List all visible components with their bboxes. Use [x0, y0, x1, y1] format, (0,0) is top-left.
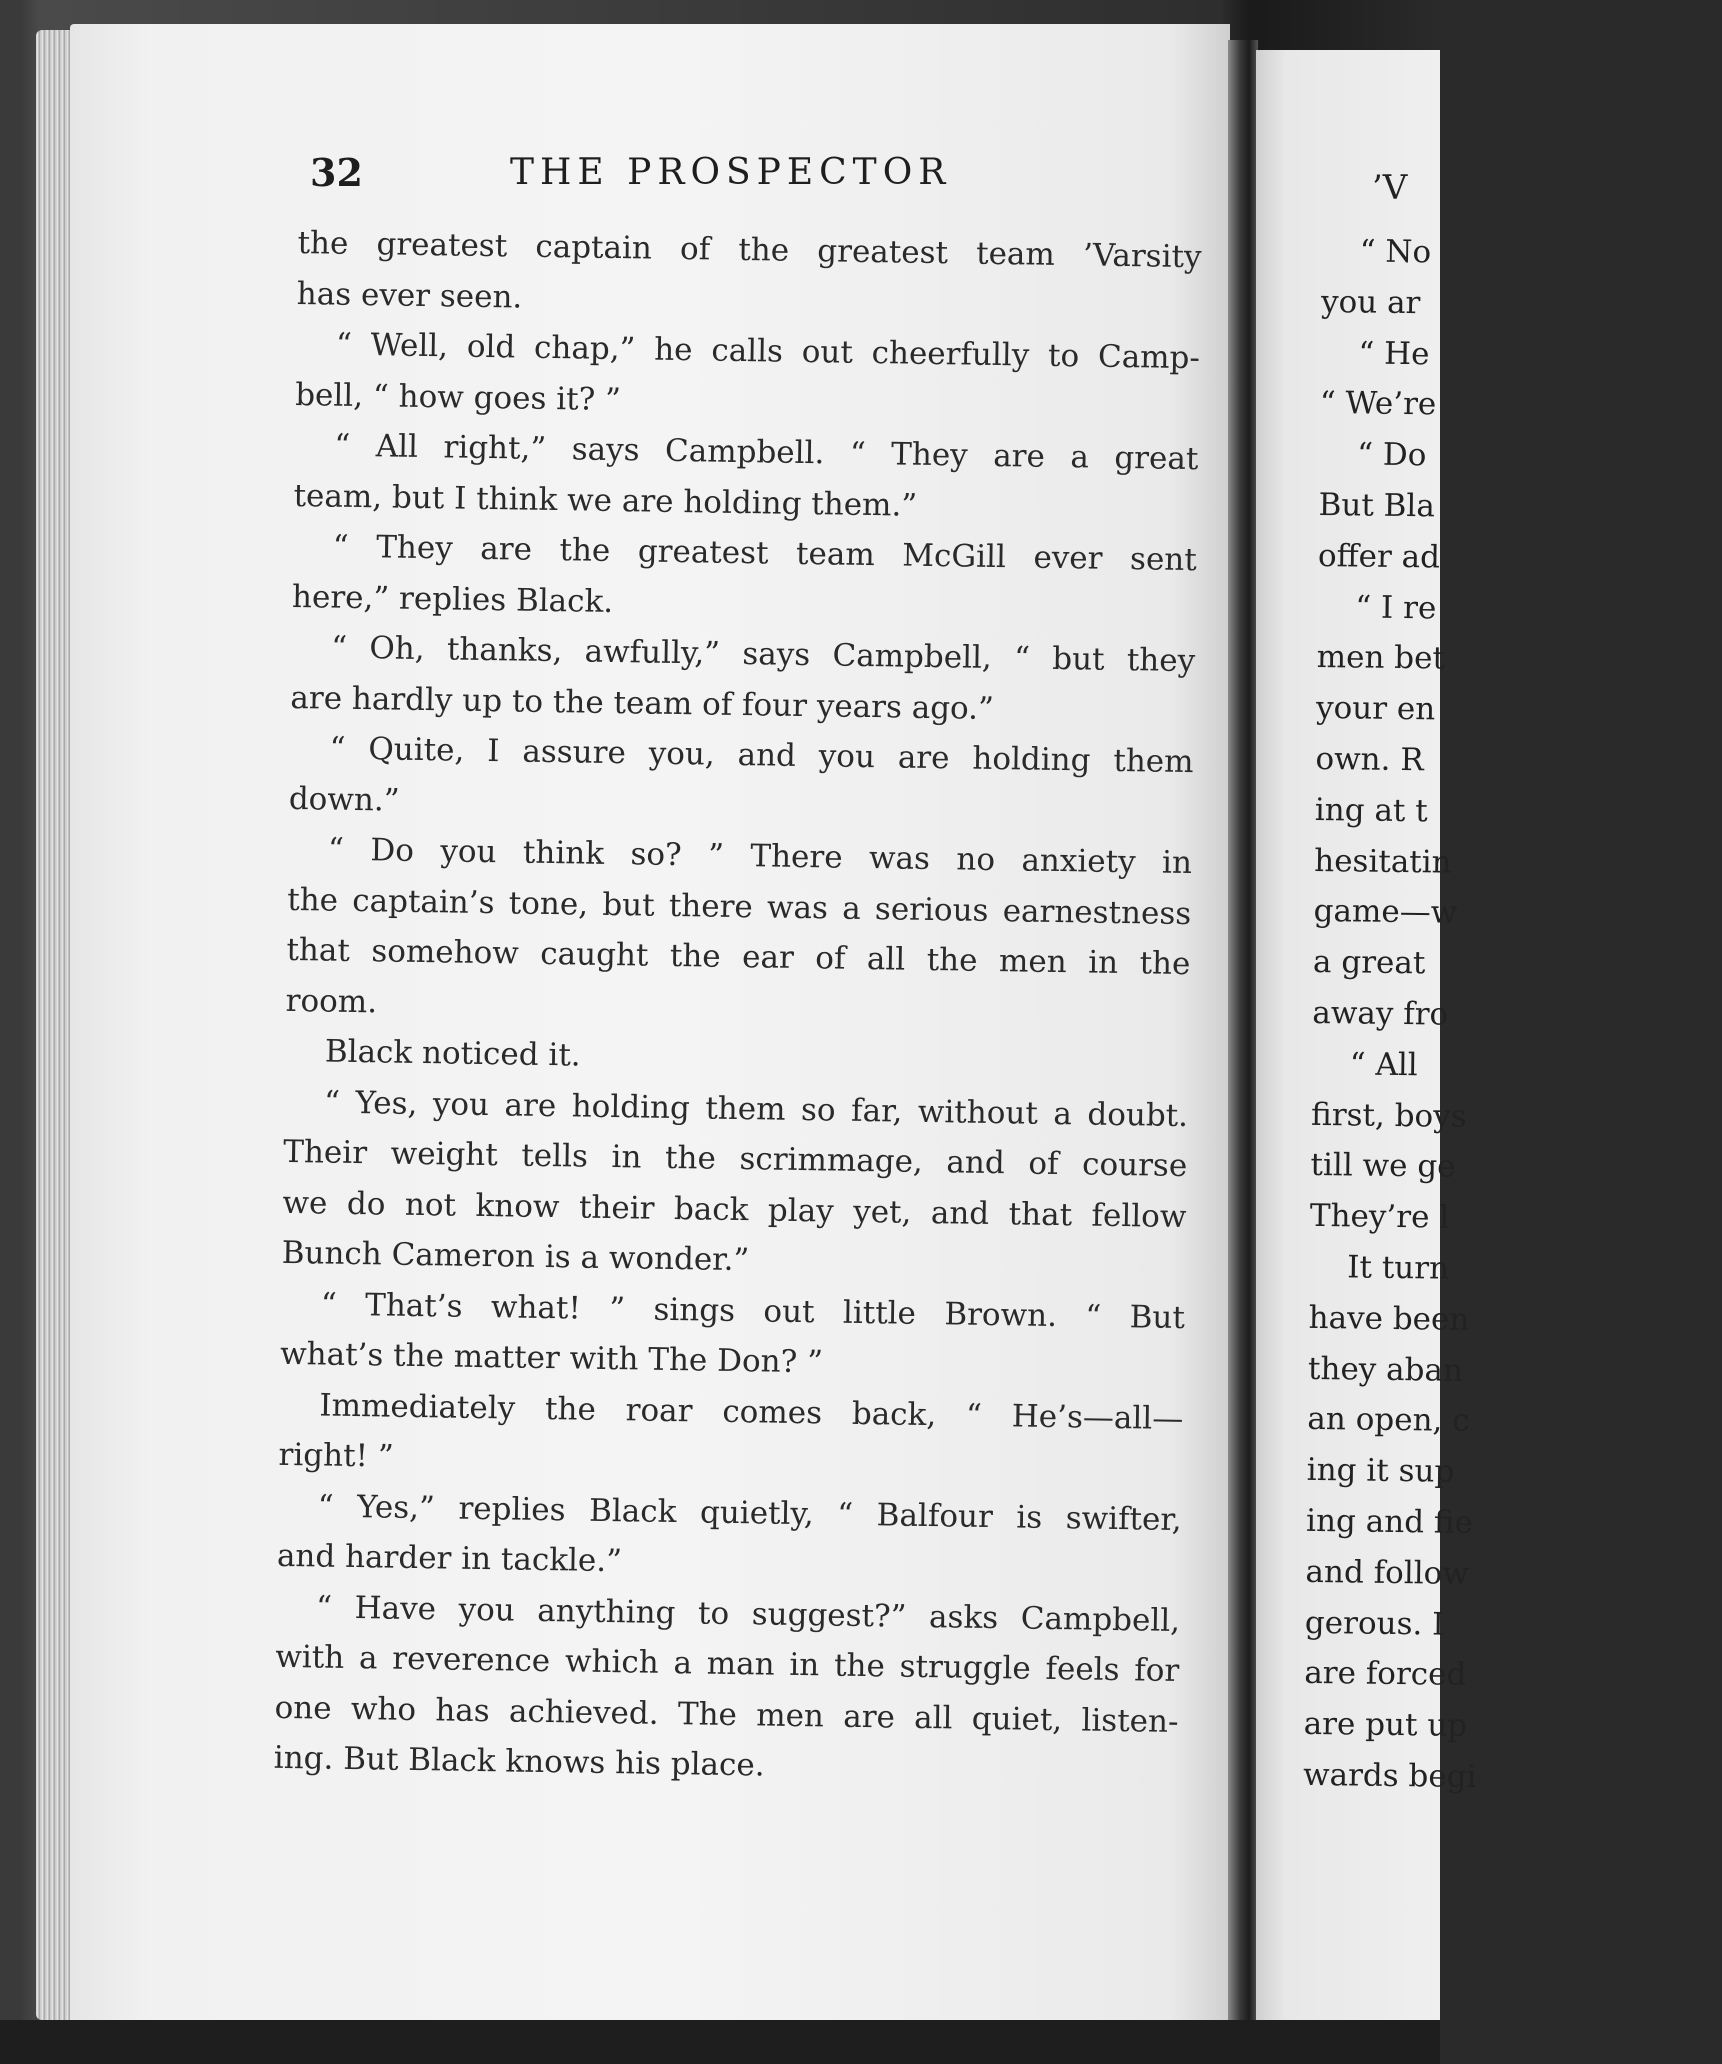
- text-line: that somehow caught the ear of all the men in the: [286, 931, 1191, 983]
- right-text-line: your en: [1315, 690, 1436, 728]
- right-text-line: “ Do: [1356, 436, 1427, 474]
- book-gutter: [1228, 40, 1258, 2030]
- right-text-line: “ He: [1358, 335, 1430, 372]
- right-text-line: They’re l: [1309, 1198, 1450, 1236]
- right-text-line: are forced: [1304, 1655, 1467, 1694]
- right-text-line: first, boys: [1310, 1096, 1467, 1135]
- scan-bottom-edge: [0, 2020, 1440, 2064]
- text-line: “ Well, old chap,” he calls out cheerfully to Camp-: [335, 326, 1201, 377]
- right-text-line: ing and fie: [1305, 1502, 1474, 1541]
- right-text-line: an open, c: [1307, 1401, 1470, 1440]
- right-text-line: It turn: [1347, 1249, 1450, 1287]
- text-line: room.: [285, 982, 378, 1020]
- text-line: down.”: [288, 780, 400, 819]
- text-line: we do not know their back play yet, and that fellow: [282, 1184, 1187, 1235]
- text-line: “ Do you think so? ” There was no anxiety in: [327, 831, 1193, 882]
- text-line: what’s the matter with The Don? ”: [279, 1335, 824, 1381]
- right-text-line: gerous. I: [1304, 1604, 1445, 1643]
- text-line: the captain’s tone, but there was a serious earnestness: [287, 881, 1192, 932]
- text-line: ing. But Black knows his place.: [273, 1739, 765, 1784]
- text-line: “ Yes,” replies Black quietly, “ Balfour is swifter,: [317, 1487, 1182, 1538]
- text-line: “ They are the greatest team McGill ever sent: [332, 528, 1198, 579]
- text-line: Immediately the roar comes back, “ He’s—all—: [319, 1386, 1184, 1437]
- right-text-line: game—w: [1313, 893, 1458, 932]
- right-text-line: are put up: [1303, 1705, 1468, 1744]
- right-text-line: own. R: [1315, 740, 1424, 779]
- text-line: “ Quite, I assure you, and you are holding them: [329, 730, 1194, 781]
- text-line: “ Yes, you are holding them so far, without a doubt.: [323, 1084, 1189, 1134]
- right-text-line: “ No: [1359, 233, 1432, 271]
- text-line: right! ”: [278, 1436, 395, 1475]
- right-page-text: [1303, 226, 1722, 1805]
- right-text-line: ing at t: [1314, 791, 1428, 830]
- right-text-line: they aban: [1307, 1350, 1464, 1389]
- right-text-line: “ We’re: [1319, 385, 1437, 423]
- right-text-line: have been: [1308, 1299, 1470, 1338]
- right-text-line: “ All: [1349, 1046, 1418, 1083]
- right-text-line: ing it sup: [1306, 1452, 1455, 1490]
- text-line: “ Have you anything to suggest?” asks Campbell,: [315, 1588, 1181, 1639]
- text-line: bell, “ how goes it? ”: [294, 376, 622, 418]
- right-text-line: “ I re: [1355, 589, 1437, 627]
- text-line: “ All right,” says Campbell. “ They are a great: [334, 427, 1199, 478]
- text-line: team, but I think we are holding them.”: [293, 477, 918, 524]
- text-line: has ever seen.: [296, 275, 523, 316]
- text-line: “ Oh, thanks, awfully,” says Campbell, “ but they: [330, 629, 1196, 680]
- right-text-line: offer ad: [1317, 537, 1441, 576]
- text-line: are hardly up to the team of four years ago.”: [290, 679, 995, 727]
- text-line: the greatest captain of the greatest team ’Varsity: [297, 224, 1202, 276]
- running-title: THE PROSPECTOR: [510, 152, 952, 193]
- text-line: one who has achieved. The men are all quiet, listen-: [274, 1689, 1179, 1740]
- page-header: [310, 150, 1010, 210]
- right-text-line: till we ge: [1310, 1147, 1456, 1186]
- right-text-line: you ar: [1320, 283, 1421, 322]
- page-number: 32: [310, 150, 363, 195]
- right-text-line: and follow: [1305, 1553, 1470, 1592]
- text-line: Their weight tells in the scrimmage, and of course: [283, 1133, 1188, 1185]
- right-text-line: away fro: [1312, 994, 1449, 1033]
- right-text-line: men bet: [1316, 639, 1446, 677]
- right-text-line: But Bla: [1318, 486, 1436, 525]
- right-page: [1256, 50, 1477, 2040]
- text-line: and harder in tackle.”: [276, 1537, 623, 1580]
- text-line: here,” replies Black.: [291, 578, 614, 620]
- right-text-line: wards begi: [1302, 1756, 1477, 1795]
- right-running-title: ’V: [1372, 168, 1408, 208]
- text-line: Black noticed it.: [324, 1033, 581, 1074]
- text-line: “ That’s what! ” sings out little Brown. “ But: [320, 1285, 1186, 1336]
- right-text-line: hesitatin: [1314, 842, 1452, 881]
- right-text-line: a great: [1312, 944, 1426, 982]
- text-line: with a reverence which a man in the struggle feels for: [275, 1638, 1180, 1690]
- text-line: Bunch Cameron is a wonder.”: [281, 1234, 750, 1279]
- body-text: [273, 218, 1201, 1798]
